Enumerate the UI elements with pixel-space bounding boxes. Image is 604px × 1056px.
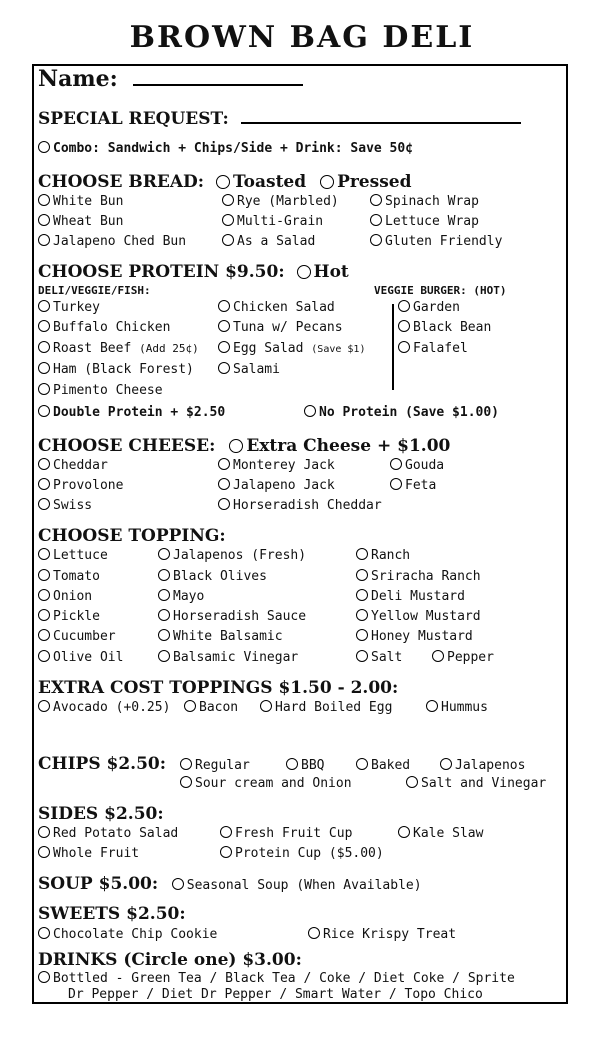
bread-option[interactable]: Gluten Friendly: [370, 234, 502, 249]
protein-option[interactable]: Buffalo Chicken: [38, 320, 170, 335]
bread-heading: CHOOSE BREAD:: [38, 172, 205, 192]
topping-option[interactable]: Lettuce: [38, 548, 108, 563]
soup-heading: SOUP $5.00:: [38, 874, 159, 894]
protein-option[interactable]: Roast Beef (Add 25¢): [38, 341, 199, 356]
extra-cost-heading: EXTRA COST TOPPINGS $1.50 - 2.00:: [38, 678, 399, 698]
cheese-option[interactable]: Cheddar: [38, 458, 108, 473]
cheese-option[interactable]: Jalapeno Jack: [218, 478, 335, 493]
sides-option[interactable]: Whole Fruit: [38, 846, 139, 861]
cheese-option[interactable]: Gouda: [390, 458, 444, 473]
sweets-heading: SWEETS $2.50:: [38, 904, 186, 924]
extra-cheese-label: Extra Cheese + $1.00: [246, 436, 451, 456]
topping-option[interactable]: White Balsamic: [158, 629, 283, 644]
topping-option[interactable]: Pepper: [432, 650, 494, 665]
sweets-option[interactable]: Chocolate Chip Cookie: [38, 927, 217, 942]
topping-option[interactable]: Olive Oil: [38, 650, 123, 665]
sides-option[interactable]: Protein Cup ($5.00): [220, 846, 384, 861]
sides-option[interactable]: Fresh Fruit Cup: [220, 826, 352, 841]
pressed-label: Pressed: [337, 172, 412, 192]
sweets-option[interactable]: Rice Krispy Treat: [308, 927, 456, 942]
cheese-option[interactable]: Monterey Jack: [218, 458, 335, 473]
special-request-row: [38, 108, 521, 129]
name-label: Name:: [38, 66, 118, 92]
veggie-option[interactable]: Black Bean: [398, 320, 491, 335]
chips-option[interactable]: BBQ: [286, 758, 324, 773]
cheese-heading-row: [38, 436, 450, 456]
chips-heading: CHIPS $2.50:: [38, 754, 167, 774]
bread-option[interactable]: Multi-Grain: [222, 214, 323, 229]
extra-cheese-radio[interactable]: [229, 439, 243, 453]
hot-radio[interactable]: [297, 265, 311, 279]
protein-heading: CHOOSE PROTEIN $9.50:: [38, 262, 285, 282]
topping-option[interactable]: Sriracha Ranch: [356, 569, 481, 584]
toasted-label: Toasted: [232, 172, 307, 192]
combo-radio[interactable]: [38, 141, 50, 153]
chips-option[interactable]: Jalapenos: [440, 758, 525, 773]
no-protein-option[interactable]: No Protein (Save $1.00): [304, 405, 499, 420]
bread-option[interactable]: White Bun: [38, 194, 123, 209]
cheese-option[interactable]: Provolone: [38, 478, 123, 493]
chips-option[interactable]: Salt and Vinegar: [406, 776, 546, 791]
bread-heading-row: [38, 172, 411, 192]
veggie-option[interactable]: Garden: [398, 300, 460, 315]
veggie-burger-label: VEGGIE BURGER: (HOT): [374, 284, 507, 297]
topping-option[interactable]: Black Olives: [158, 569, 267, 584]
name-row: [38, 66, 303, 92]
combo-row: [38, 141, 413, 156]
topping-option[interactable]: Cucumber: [38, 629, 116, 644]
order-form: [32, 64, 568, 1004]
topping-option[interactable]: Salt: [356, 650, 402, 665]
bread-option[interactable]: As a Salad: [222, 234, 315, 249]
topping-option[interactable]: Deli Mustard: [356, 589, 465, 604]
special-request-field[interactable]: [241, 108, 521, 124]
chips-option[interactable]: Sour cream and Onion: [180, 776, 352, 791]
cheese-option[interactable]: Feta: [390, 478, 436, 493]
protein-heading-row: [38, 262, 349, 282]
bread-option[interactable]: Jalapeno Ched Bun: [38, 234, 186, 249]
protein-option[interactable]: Tuna w/ Pecans: [218, 320, 343, 335]
drinks-heading: DRINKS (Circle one) $3.00:: [38, 950, 302, 970]
drinks-option[interactable]: Bottled - Green Tea / Black Tea / Coke / Diet Coke / Sprite: [38, 971, 515, 986]
pressed-radio[interactable]: [320, 175, 334, 189]
drinks-line-2: Dr Pepper / Diet Dr Pepper / Smart Water / Topo Chico: [68, 987, 483, 1002]
deli-label: DELI/VEGGIE/FISH:: [38, 284, 151, 297]
bread-option[interactable]: Rye (Marbled): [222, 194, 339, 209]
topping-option[interactable]: Pickle: [38, 609, 100, 624]
topping-option[interactable]: Ranch: [356, 548, 410, 563]
protein-option[interactable]: Salami: [218, 362, 280, 377]
topping-option[interactable]: Jalapenos (Fresh): [158, 548, 306, 563]
topping-option[interactable]: Tomato: [38, 569, 100, 584]
cheese-option[interactable]: Swiss: [38, 498, 92, 513]
extra-cost-option[interactable]: Hummus: [426, 700, 488, 715]
topping-option[interactable]: Balsamic Vinegar: [158, 650, 298, 665]
double-protein-option[interactable]: Double Protein + $2.50: [38, 405, 225, 420]
protein-option[interactable]: Turkey: [38, 300, 100, 315]
chips-option[interactable]: Regular: [180, 758, 250, 773]
special-request-label: SPECIAL REQUEST:: [38, 109, 229, 129]
hot-label: Hot: [313, 262, 349, 282]
topping-heading: CHOOSE TOPPING:: [38, 526, 226, 546]
page-title: BROWN BAG DELI: [129, 20, 475, 55]
veggie-option[interactable]: Falafel: [398, 341, 468, 356]
soup-option[interactable]: Seasonal Soup (When Available): [172, 878, 422, 893]
cheese-option[interactable]: Horseradish Cheddar: [218, 498, 382, 513]
topping-option[interactable]: Mayo: [158, 589, 204, 604]
bread-option[interactable]: Lettuce Wrap: [370, 214, 479, 229]
bread-option[interactable]: Spinach Wrap: [370, 194, 479, 209]
bread-option[interactable]: Wheat Bun: [38, 214, 123, 229]
extra-cost-option[interactable]: Bacon: [184, 700, 238, 715]
protein-option[interactable]: Egg Salad (Save $1): [218, 341, 365, 356]
topping-option[interactable]: Horseradish Sauce: [158, 609, 306, 624]
sides-option[interactable]: Red Potato Salad: [38, 826, 178, 841]
cheese-heading: CHOOSE CHEESE:: [38, 436, 216, 456]
extra-cost-option[interactable]: Hard Boiled Egg: [260, 700, 392, 715]
sides-heading: SIDES $2.50:: [38, 804, 164, 824]
protein-option[interactable]: Chicken Salad: [218, 300, 335, 315]
protein-option[interactable]: Ham (Black Forest): [38, 362, 194, 377]
extra-cost-option[interactable]: Avocado (+0.25): [38, 700, 170, 715]
name-field[interactable]: [133, 70, 303, 86]
toasted-radio[interactable]: [216, 175, 230, 189]
combo-label: Combo: Sandwich + Chips/Side + Drink: Save 50¢: [53, 141, 414, 156]
sides-option[interactable]: Kale Slaw: [398, 826, 483, 841]
soup-row: [38, 874, 422, 894]
protein-option[interactable]: Pimento Cheese: [38, 383, 163, 398]
topping-option[interactable]: Onion: [38, 589, 92, 604]
chips-option[interactable]: Baked: [356, 758, 410, 773]
topping-option[interactable]: Yellow Mustard: [356, 609, 481, 624]
topping-option[interactable]: Honey Mustard: [356, 629, 473, 644]
divider: [392, 304, 394, 390]
